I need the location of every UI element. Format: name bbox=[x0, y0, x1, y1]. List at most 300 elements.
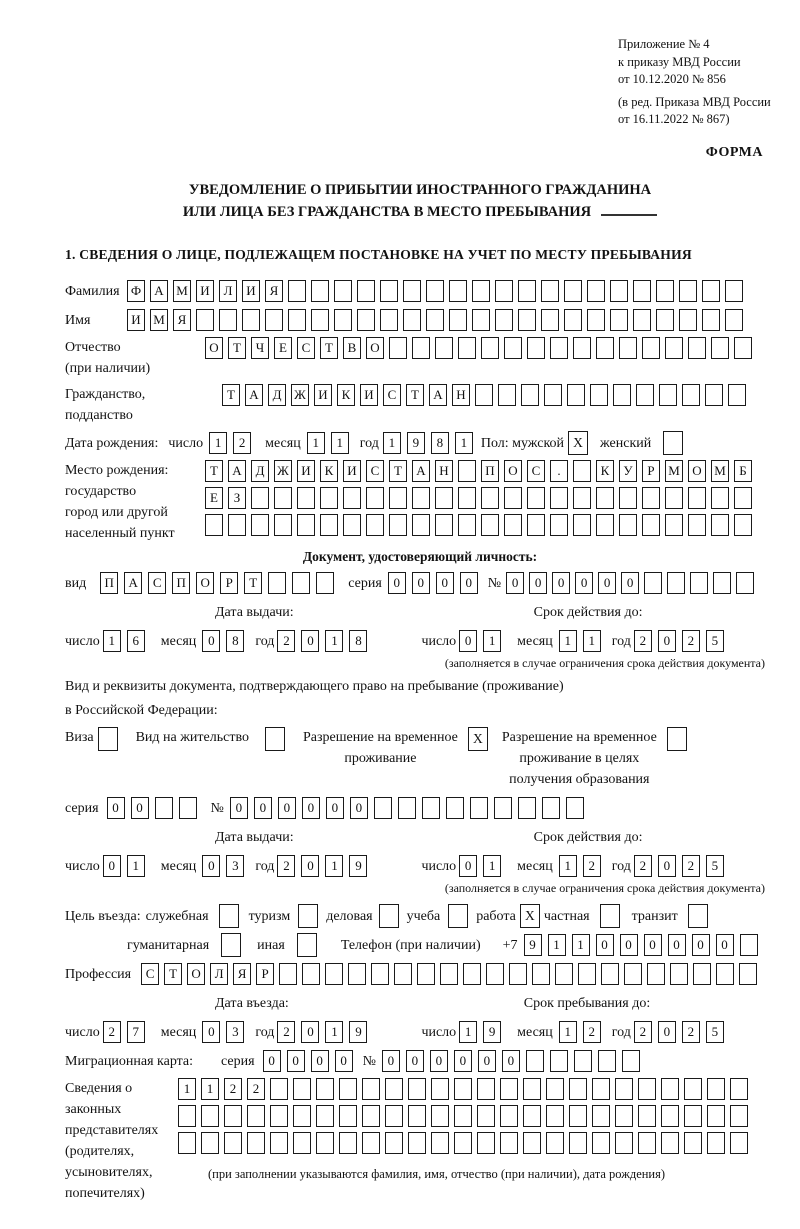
firstname-box[interactable] bbox=[380, 309, 398, 331]
surname-box[interactable]: И bbox=[242, 280, 260, 302]
migration-number-box[interactable]: 0 bbox=[502, 1050, 520, 1072]
representatives-3-box[interactable] bbox=[523, 1132, 541, 1154]
doc-kind-box[interactable]: Р bbox=[220, 572, 238, 594]
migration-number-box[interactable]: 0 bbox=[406, 1050, 424, 1072]
citizenship-box[interactable]: Д bbox=[268, 384, 286, 406]
permit-issue-month-box[interactable]: 0 bbox=[202, 855, 220, 877]
permit-issue-year-box[interactable]: 0 bbox=[301, 855, 319, 877]
permit-number-box[interactable] bbox=[566, 797, 584, 819]
purpose-humanitarian-checkbox[interactable] bbox=[221, 933, 241, 957]
firstname-box[interactable]: Я bbox=[173, 309, 191, 331]
birthplace-2-box[interactable] bbox=[251, 487, 269, 509]
firstname-box[interactable] bbox=[679, 309, 697, 331]
firstname-box[interactable] bbox=[288, 309, 306, 331]
firstname-box[interactable] bbox=[518, 309, 536, 331]
entry-year-box[interactable]: 9 bbox=[349, 1021, 367, 1043]
phone-box[interactable]: 0 bbox=[620, 934, 638, 956]
profession-box[interactable] bbox=[509, 963, 527, 985]
representatives-1-box[interactable]: 1 bbox=[178, 1078, 196, 1100]
patronymic-box[interactable]: Ч bbox=[251, 337, 269, 359]
citizenship-box[interactable]: И bbox=[314, 384, 332, 406]
birthplace-2-box[interactable] bbox=[366, 487, 384, 509]
doc-issue-day-box[interactable]: 1 bbox=[103, 630, 121, 652]
firstname-box[interactable] bbox=[311, 309, 329, 331]
birthplace-3-box[interactable] bbox=[366, 514, 384, 536]
firstname-box[interactable] bbox=[610, 309, 628, 331]
representatives-1-box[interactable]: 2 bbox=[224, 1078, 242, 1100]
surname-box[interactable] bbox=[495, 280, 513, 302]
phone-box[interactable]: 9 bbox=[524, 934, 542, 956]
birthplace-3-box[interactable] bbox=[205, 514, 223, 536]
permit-number-box[interactable]: 0 bbox=[326, 797, 344, 819]
patronymic-box[interactable]: С bbox=[297, 337, 315, 359]
surname-box[interactable] bbox=[311, 280, 329, 302]
representatives-1-box[interactable] bbox=[592, 1078, 610, 1100]
birthplace-3-box[interactable] bbox=[573, 514, 591, 536]
phone-box[interactable]: 0 bbox=[716, 934, 734, 956]
patronymic-box[interactable] bbox=[642, 337, 660, 359]
birthplace-2-box[interactable] bbox=[596, 487, 614, 509]
representatives-2-box[interactable] bbox=[408, 1105, 426, 1127]
permit-issue-year-box[interactable]: 2 bbox=[277, 855, 295, 877]
doc-number-box[interactable] bbox=[713, 572, 731, 594]
patronymic-box[interactable] bbox=[573, 337, 591, 359]
citizenship-box[interactable] bbox=[521, 384, 539, 406]
permit-issue-month-box[interactable]: 3 bbox=[226, 855, 244, 877]
birthplace-1-box[interactable]: Н bbox=[435, 460, 453, 482]
entry-day-box[interactable]: 2 bbox=[103, 1021, 121, 1043]
purpose-business-checkbox[interactable] bbox=[379, 904, 399, 928]
patronymic-box[interactable] bbox=[711, 337, 729, 359]
representatives-3-box[interactable] bbox=[224, 1132, 242, 1154]
residence-permit-checkbox[interactable] bbox=[265, 727, 285, 751]
representatives-3-box[interactable] bbox=[477, 1132, 495, 1154]
birthplace-3-box[interactable] bbox=[274, 514, 292, 536]
doc-issue-year-box[interactable]: 8 bbox=[349, 630, 367, 652]
migration-number-box[interactable]: 0 bbox=[454, 1050, 472, 1072]
citizenship-box[interactable]: К bbox=[337, 384, 355, 406]
surname-box[interactable] bbox=[357, 280, 375, 302]
representatives-3-box[interactable] bbox=[178, 1132, 196, 1154]
permit-number-box[interactable]: 0 bbox=[230, 797, 248, 819]
surname-box[interactable]: И bbox=[196, 280, 214, 302]
profession-box[interactable]: Р bbox=[256, 963, 274, 985]
entry-month-box[interactable]: 3 bbox=[226, 1021, 244, 1043]
permit-number-box[interactable]: 0 bbox=[302, 797, 320, 819]
surname-box[interactable] bbox=[633, 280, 651, 302]
representatives-1-box[interactable] bbox=[707, 1078, 725, 1100]
representatives-3-box[interactable] bbox=[385, 1132, 403, 1154]
citizenship-box[interactable]: Т bbox=[406, 384, 424, 406]
birth-month-box[interactable]: 1 bbox=[331, 432, 349, 454]
permit-number-box[interactable] bbox=[446, 797, 464, 819]
permit-series-box[interactable]: 0 bbox=[131, 797, 149, 819]
doc-number-box[interactable] bbox=[690, 572, 708, 594]
citizenship-box[interactable]: С bbox=[383, 384, 401, 406]
entry-year-box[interactable]: 2 bbox=[277, 1021, 295, 1043]
birthplace-2-box[interactable] bbox=[458, 487, 476, 509]
birthplace-1-box[interactable]: Ж bbox=[274, 460, 292, 482]
birthplace-1-box[interactable]: . bbox=[550, 460, 568, 482]
surname-box[interactable] bbox=[541, 280, 559, 302]
permit-valid-year-box[interactable]: 2 bbox=[682, 855, 700, 877]
patronymic-box[interactable] bbox=[619, 337, 637, 359]
birthplace-2-box[interactable] bbox=[435, 487, 453, 509]
representatives-2-box[interactable] bbox=[201, 1105, 219, 1127]
representatives-1-box[interactable] bbox=[385, 1078, 403, 1100]
representatives-3-box[interactable] bbox=[569, 1132, 587, 1154]
birthplace-2-box[interactable] bbox=[320, 487, 338, 509]
profession-box[interactable] bbox=[578, 963, 596, 985]
representatives-1-box[interactable] bbox=[730, 1078, 748, 1100]
doc-issue-year-box[interactable]: 1 bbox=[325, 630, 343, 652]
birth-day-box[interactable]: 2 bbox=[233, 432, 251, 454]
profession-box[interactable] bbox=[348, 963, 366, 985]
stay-day-box[interactable]: 9 bbox=[483, 1021, 501, 1043]
birthplace-1-box[interactable] bbox=[458, 460, 476, 482]
birthplace-1-box[interactable]: И bbox=[297, 460, 315, 482]
temp-residence-edu-checkbox[interactable] bbox=[667, 727, 687, 751]
representatives-2-box[interactable] bbox=[178, 1105, 196, 1127]
representatives-2-box[interactable] bbox=[477, 1105, 495, 1127]
birthplace-3-box[interactable] bbox=[642, 514, 660, 536]
doc-number-box[interactable]: 0 bbox=[598, 572, 616, 594]
doc-valid-month-box[interactable]: 1 bbox=[559, 630, 577, 652]
birthplace-3-box[interactable] bbox=[481, 514, 499, 536]
representatives-1-box[interactable] bbox=[339, 1078, 357, 1100]
representatives-1-box[interactable] bbox=[270, 1078, 288, 1100]
representatives-3-box[interactable] bbox=[684, 1132, 702, 1154]
citizenship-box[interactable]: А bbox=[429, 384, 447, 406]
surname-box[interactable] bbox=[472, 280, 490, 302]
representatives-1-box[interactable] bbox=[638, 1078, 656, 1100]
representatives-3-box[interactable] bbox=[201, 1132, 219, 1154]
birthplace-1-box[interactable]: Р bbox=[642, 460, 660, 482]
firstname-box[interactable] bbox=[564, 309, 582, 331]
doc-kind-box[interactable]: О bbox=[196, 572, 214, 594]
surname-box[interactable] bbox=[403, 280, 421, 302]
surname-box[interactable]: Я bbox=[265, 280, 283, 302]
permit-issue-day-box[interactable]: 1 bbox=[127, 855, 145, 877]
citizenship-box[interactable] bbox=[567, 384, 585, 406]
doc-number-box[interactable] bbox=[667, 572, 685, 594]
permit-valid-day-box[interactable]: 0 bbox=[459, 855, 477, 877]
permit-series-box[interactable]: 0 bbox=[107, 797, 125, 819]
entry-year-box[interactable]: 1 bbox=[325, 1021, 343, 1043]
doc-number-box[interactable]: 0 bbox=[506, 572, 524, 594]
birthplace-2-box[interactable] bbox=[619, 487, 637, 509]
representatives-1-box[interactable] bbox=[362, 1078, 380, 1100]
permit-number-box[interactable]: 0 bbox=[278, 797, 296, 819]
representatives-2-box[interactable] bbox=[523, 1105, 541, 1127]
representatives-2-box[interactable] bbox=[500, 1105, 518, 1127]
birthplace-2-box[interactable] bbox=[481, 487, 499, 509]
representatives-2-box[interactable] bbox=[615, 1105, 633, 1127]
birthplace-2-box[interactable] bbox=[297, 487, 315, 509]
migration-number-box[interactable]: 0 bbox=[478, 1050, 496, 1072]
phone-box[interactable]: 0 bbox=[596, 934, 614, 956]
representatives-3-box[interactable] bbox=[454, 1132, 472, 1154]
doc-issue-year-box[interactable]: 2 bbox=[277, 630, 295, 652]
representatives-2-box[interactable] bbox=[569, 1105, 587, 1127]
birthplace-2-box[interactable] bbox=[734, 487, 752, 509]
doc-kind-box[interactable]: П bbox=[172, 572, 190, 594]
firstname-box[interactable] bbox=[633, 309, 651, 331]
birthplace-1-box[interactable]: У bbox=[619, 460, 637, 482]
representatives-3-box[interactable] bbox=[638, 1132, 656, 1154]
profession-box[interactable] bbox=[486, 963, 504, 985]
birthplace-1-box[interactable]: Т bbox=[389, 460, 407, 482]
doc-kind-box[interactable] bbox=[316, 572, 334, 594]
birthplace-1-box[interactable]: К bbox=[596, 460, 614, 482]
representatives-2-box[interactable] bbox=[431, 1105, 449, 1127]
representatives-3-box[interactable] bbox=[661, 1132, 679, 1154]
representatives-1-box[interactable] bbox=[523, 1078, 541, 1100]
surname-box[interactable] bbox=[334, 280, 352, 302]
representatives-3-box[interactable] bbox=[730, 1132, 748, 1154]
birthplace-3-box[interactable] bbox=[711, 514, 729, 536]
migration-series-box[interactable]: 0 bbox=[335, 1050, 353, 1072]
phone-box[interactable]: 1 bbox=[572, 934, 590, 956]
birthplace-3-box[interactable] bbox=[734, 514, 752, 536]
permit-series-box[interactable] bbox=[155, 797, 173, 819]
doc-issue-year-box[interactable]: 0 bbox=[301, 630, 319, 652]
representatives-3-box[interactable] bbox=[546, 1132, 564, 1154]
birthplace-1-box[interactable]: Д bbox=[251, 460, 269, 482]
phone-box[interactable]: 0 bbox=[692, 934, 710, 956]
representatives-2-box[interactable] bbox=[661, 1105, 679, 1127]
profession-box[interactable] bbox=[302, 963, 320, 985]
surname-box[interactable] bbox=[702, 280, 720, 302]
representatives-1-box[interactable] bbox=[684, 1078, 702, 1100]
purpose-private-checkbox[interactable] bbox=[600, 904, 620, 928]
doc-number-box[interactable]: 0 bbox=[575, 572, 593, 594]
permit-number-box[interactable]: 0 bbox=[254, 797, 272, 819]
stay-year-box[interactable]: 5 bbox=[706, 1021, 724, 1043]
permit-issue-year-box[interactable]: 1 bbox=[325, 855, 343, 877]
firstname-box[interactable] bbox=[541, 309, 559, 331]
birthplace-3-box[interactable] bbox=[251, 514, 269, 536]
birthplace-2-box[interactable] bbox=[504, 487, 522, 509]
migration-series-box[interactable]: 0 bbox=[287, 1050, 305, 1072]
surname-box[interactable] bbox=[725, 280, 743, 302]
profession-box[interactable]: С bbox=[141, 963, 159, 985]
firstname-box[interactable] bbox=[656, 309, 674, 331]
phone-box[interactable]: 0 bbox=[668, 934, 686, 956]
permit-issue-day-box[interactable]: 0 bbox=[103, 855, 121, 877]
birth-year-box[interactable]: 8 bbox=[431, 432, 449, 454]
profession-box[interactable] bbox=[371, 963, 389, 985]
doc-issue-month-box[interactable]: 0 bbox=[202, 630, 220, 652]
firstname-box[interactable] bbox=[219, 309, 237, 331]
birthplace-3-box[interactable] bbox=[527, 514, 545, 536]
profession-box[interactable] bbox=[417, 963, 435, 985]
firstname-box[interactable] bbox=[196, 309, 214, 331]
firstname-box[interactable] bbox=[725, 309, 743, 331]
doc-kind-box[interactable] bbox=[292, 572, 310, 594]
patronymic-box[interactable] bbox=[458, 337, 476, 359]
permit-number-box[interactable] bbox=[470, 797, 488, 819]
purpose-other-checkbox[interactable] bbox=[297, 933, 317, 957]
migration-number-box[interactable] bbox=[574, 1050, 592, 1072]
male-checkbox[interactable]: X bbox=[568, 431, 588, 455]
phone-box[interactable] bbox=[740, 934, 758, 956]
representatives-3-box[interactable] bbox=[270, 1132, 288, 1154]
citizenship-box[interactable]: А bbox=[245, 384, 263, 406]
representatives-1-box[interactable] bbox=[500, 1078, 518, 1100]
profession-box[interactable] bbox=[325, 963, 343, 985]
permit-valid-year-box[interactable]: 0 bbox=[658, 855, 676, 877]
profession-box[interactable] bbox=[670, 963, 688, 985]
permit-series-box[interactable] bbox=[179, 797, 197, 819]
representatives-2-box[interactable] bbox=[454, 1105, 472, 1127]
birthplace-2-box[interactable] bbox=[573, 487, 591, 509]
firstname-box[interactable] bbox=[334, 309, 352, 331]
migration-number-box[interactable]: 0 bbox=[382, 1050, 400, 1072]
permit-number-box[interactable] bbox=[518, 797, 536, 819]
surname-box[interactable] bbox=[449, 280, 467, 302]
citizenship-box[interactable] bbox=[636, 384, 654, 406]
profession-box[interactable]: О bbox=[187, 963, 205, 985]
representatives-3-box[interactable] bbox=[500, 1132, 518, 1154]
permit-number-box[interactable]: 0 bbox=[350, 797, 368, 819]
citizenship-box[interactable] bbox=[682, 384, 700, 406]
migration-series-box[interactable]: 0 bbox=[263, 1050, 281, 1072]
representatives-2-box[interactable] bbox=[362, 1105, 380, 1127]
patronymic-box[interactable] bbox=[412, 337, 430, 359]
representatives-2-box[interactable] bbox=[339, 1105, 357, 1127]
birthplace-2-box[interactable] bbox=[527, 487, 545, 509]
representatives-1-box[interactable] bbox=[615, 1078, 633, 1100]
representatives-3-box[interactable] bbox=[615, 1132, 633, 1154]
birthplace-1-box[interactable]: Т bbox=[205, 460, 223, 482]
patronymic-box[interactable] bbox=[435, 337, 453, 359]
stay-year-box[interactable]: 0 bbox=[658, 1021, 676, 1043]
profession-box[interactable] bbox=[463, 963, 481, 985]
firstname-box[interactable] bbox=[357, 309, 375, 331]
representatives-2-box[interactable] bbox=[316, 1105, 334, 1127]
representatives-2-box[interactable] bbox=[385, 1105, 403, 1127]
doc-series-box[interactable]: 0 bbox=[412, 572, 430, 594]
doc-kind-box[interactable]: Т bbox=[244, 572, 262, 594]
birth-month-box[interactable]: 1 bbox=[307, 432, 325, 454]
firstname-box[interactable] bbox=[702, 309, 720, 331]
representatives-1-box[interactable] bbox=[316, 1078, 334, 1100]
citizenship-box[interactable] bbox=[659, 384, 677, 406]
doc-valid-year-box[interactable]: 0 bbox=[658, 630, 676, 652]
citizenship-box[interactable] bbox=[613, 384, 631, 406]
permit-issue-year-box[interactable]: 9 bbox=[349, 855, 367, 877]
doc-valid-year-box[interactable]: 2 bbox=[682, 630, 700, 652]
birthplace-1-box[interactable]: М bbox=[665, 460, 683, 482]
representatives-2-box[interactable] bbox=[247, 1105, 265, 1127]
birthplace-1-box[interactable]: И bbox=[343, 460, 361, 482]
doc-issue-month-box[interactable]: 8 bbox=[226, 630, 244, 652]
firstname-box[interactable]: И bbox=[127, 309, 145, 331]
surname-box[interactable]: Л bbox=[219, 280, 237, 302]
citizenship-box[interactable] bbox=[498, 384, 516, 406]
patronymic-box[interactable] bbox=[734, 337, 752, 359]
migration-series-box[interactable]: 0 bbox=[311, 1050, 329, 1072]
birthplace-2-box[interactable] bbox=[688, 487, 706, 509]
surname-box[interactable] bbox=[288, 280, 306, 302]
birthplace-3-box[interactable] bbox=[343, 514, 361, 536]
birthplace-2-box[interactable] bbox=[343, 487, 361, 509]
birthplace-2-box[interactable]: З bbox=[228, 487, 246, 509]
birthplace-3-box[interactable] bbox=[228, 514, 246, 536]
birthplace-1-box[interactable]: Б bbox=[734, 460, 752, 482]
representatives-3-box[interactable] bbox=[339, 1132, 357, 1154]
birthplace-3-box[interactable] bbox=[550, 514, 568, 536]
representatives-1-box[interactable] bbox=[569, 1078, 587, 1100]
patronymic-box[interactable]: В bbox=[343, 337, 361, 359]
surname-box[interactable]: Ф bbox=[127, 280, 145, 302]
representatives-3-box[interactable] bbox=[362, 1132, 380, 1154]
patronymic-box[interactable] bbox=[688, 337, 706, 359]
female-checkbox[interactable] bbox=[663, 431, 683, 455]
doc-issue-day-box[interactable]: 6 bbox=[127, 630, 145, 652]
birth-year-box[interactable]: 9 bbox=[407, 432, 425, 454]
visa-checkbox[interactable] bbox=[98, 727, 118, 751]
doc-kind-box[interactable]: А bbox=[124, 572, 142, 594]
surname-box[interactable] bbox=[564, 280, 582, 302]
birthplace-2-box[interactable] bbox=[642, 487, 660, 509]
profession-box[interactable]: Т bbox=[164, 963, 182, 985]
permit-number-box[interactable] bbox=[374, 797, 392, 819]
citizenship-box[interactable] bbox=[475, 384, 493, 406]
purpose-transit-checkbox[interactable] bbox=[688, 904, 708, 928]
firstname-box[interactable] bbox=[265, 309, 283, 331]
doc-series-box[interactable]: 0 bbox=[388, 572, 406, 594]
representatives-3-box[interactable] bbox=[592, 1132, 610, 1154]
phone-box[interactable]: 0 bbox=[644, 934, 662, 956]
doc-valid-day-box[interactable]: 1 bbox=[483, 630, 501, 652]
patronymic-box[interactable] bbox=[481, 337, 499, 359]
representatives-2-box[interactable] bbox=[592, 1105, 610, 1127]
permit-valid-month-box[interactable]: 1 bbox=[559, 855, 577, 877]
representatives-2-box[interactable] bbox=[730, 1105, 748, 1127]
stay-month-box[interactable]: 2 bbox=[583, 1021, 601, 1043]
birthplace-1-box[interactable]: С bbox=[527, 460, 545, 482]
birthplace-3-box[interactable] bbox=[435, 514, 453, 536]
doc-number-box[interactable] bbox=[736, 572, 754, 594]
birthplace-2-box[interactable] bbox=[550, 487, 568, 509]
migration-number-box[interactable] bbox=[526, 1050, 544, 1072]
profession-box[interactable] bbox=[716, 963, 734, 985]
patronymic-box[interactable] bbox=[596, 337, 614, 359]
surname-box[interactable] bbox=[518, 280, 536, 302]
firstname-box[interactable] bbox=[495, 309, 513, 331]
citizenship-box[interactable] bbox=[728, 384, 746, 406]
birthplace-1-box[interactable]: М bbox=[711, 460, 729, 482]
firstname-box[interactable]: М bbox=[150, 309, 168, 331]
birthplace-1-box[interactable]: О bbox=[504, 460, 522, 482]
profession-box[interactable] bbox=[394, 963, 412, 985]
permit-valid-year-box[interactable]: 2 bbox=[634, 855, 652, 877]
permit-valid-day-box[interactable]: 1 bbox=[483, 855, 501, 877]
entry-year-box[interactable]: 0 bbox=[301, 1021, 319, 1043]
doc-valid-year-box[interactable]: 2 bbox=[634, 630, 652, 652]
firstname-box[interactable] bbox=[472, 309, 490, 331]
citizenship-box[interactable]: Т bbox=[222, 384, 240, 406]
purpose-official-checkbox[interactable] bbox=[219, 904, 239, 928]
birthplace-2-box[interactable] bbox=[665, 487, 683, 509]
citizenship-box[interactable] bbox=[544, 384, 562, 406]
patronymic-box[interactable]: Т bbox=[228, 337, 246, 359]
doc-valid-month-box[interactable]: 1 bbox=[583, 630, 601, 652]
purpose-tourism-checkbox[interactable] bbox=[298, 904, 318, 928]
birthplace-1-box[interactable]: К bbox=[320, 460, 338, 482]
